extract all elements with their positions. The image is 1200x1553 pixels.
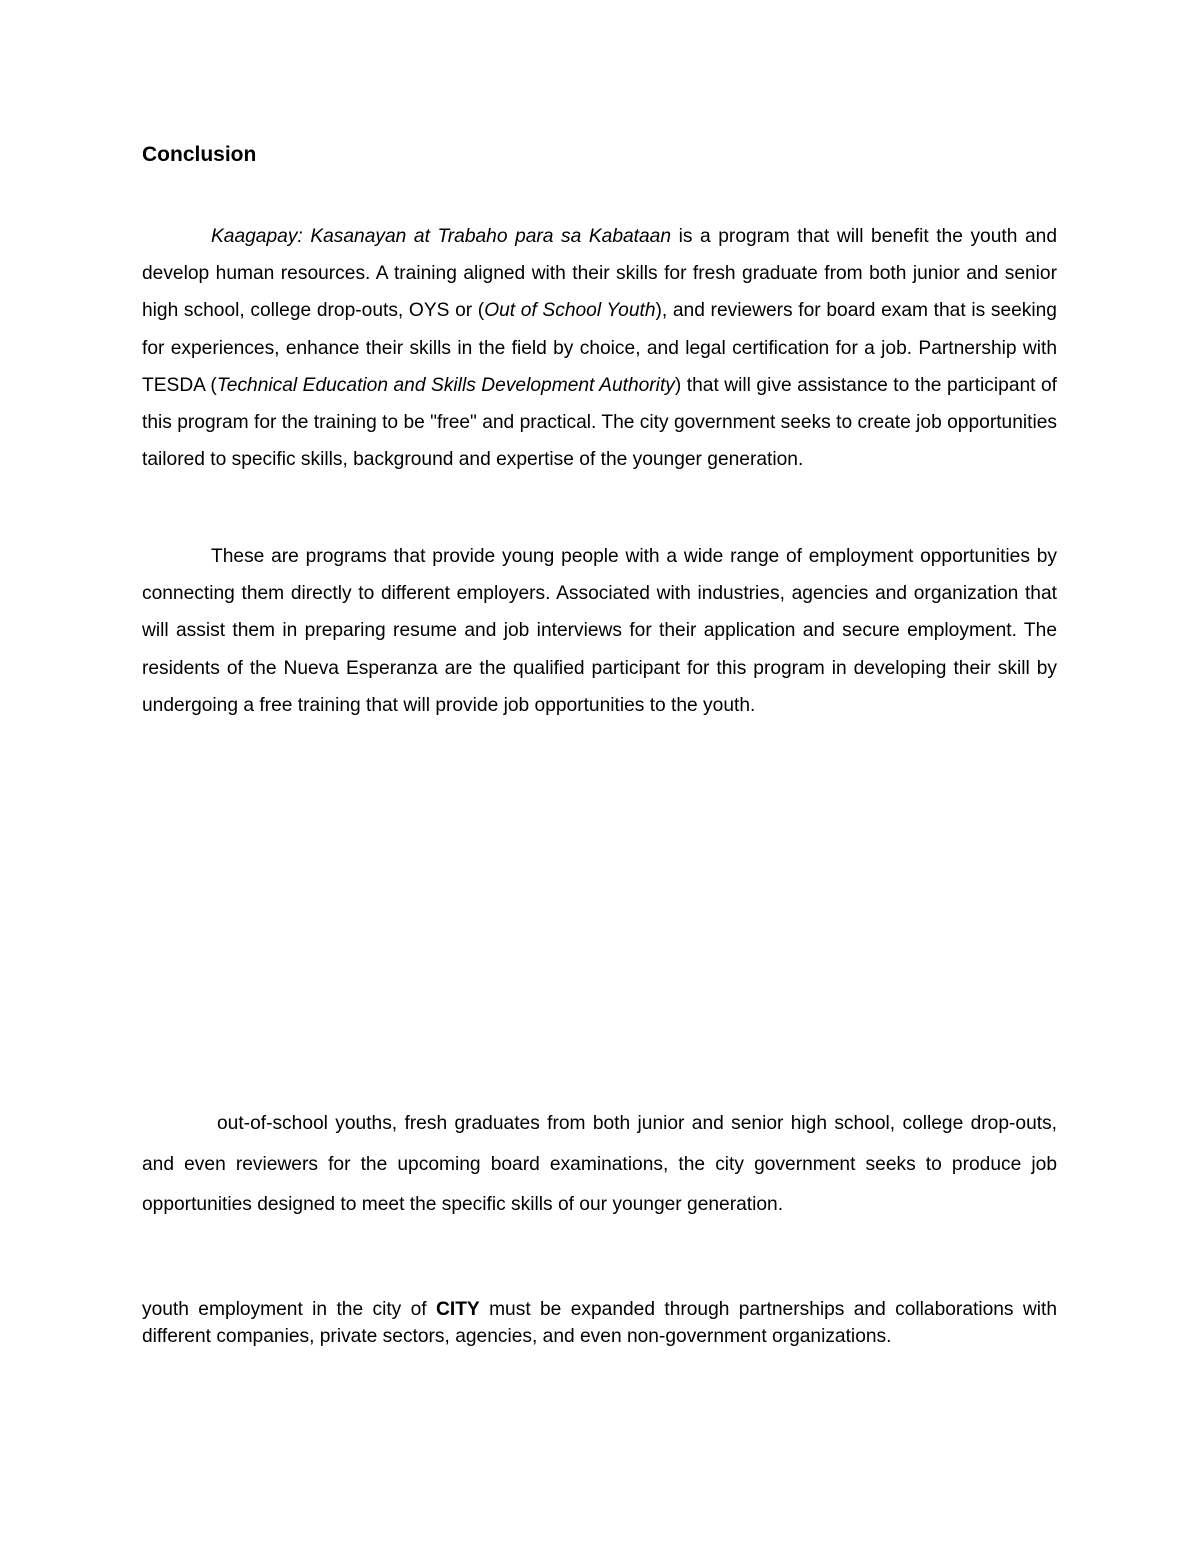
- paragraph-text: ), and reviewers for board exam that is seeking for experiences, enhance their skills in the field by choice, and legal certification for a job. Partnership with TESDA (: [142, 300, 1057, 396]
- paragraph-partnerships: [142, 1296, 1057, 1350]
- city-placeholder-bold: CITY: [436, 1299, 480, 1320]
- paragraph-text: ) that will give assistance to the participant of this program for the training to be "free" and practical. The city government seeks to create job opportunities tailored to specific skills, background and expertise of the younger generation.: [142, 374, 1057, 471]
- paragraph-text: must be expanded through partnerships and collaborations with different companies, private sectors, agencies, and even non-government organizations.: [142, 1299, 1057, 1347]
- oys-meaning-italic: Out of School Youth: [484, 300, 656, 322]
- paragraph-program-overview: [142, 218, 1057, 478]
- paragraph-target-participants: out-of-school youths, fresh graduates from both junior and senior high school, college drop-outs, and even reviewers for the upcoming board examinations, the city government seeks to produce job opportunities designed to meet the specific skills of our younger generation.: [142, 1113, 1057, 1216]
- paragraph-text: is a program that will benefit the youth and develop human resources. A training aligned with their skills for fresh graduate from both junior and senior high school, college drop-outs, OYS or (: [142, 226, 1057, 322]
- paragraph-employment-programs: These are programs that provide young people with a wide range of employment opportunities by connecting them directly to different employers. Associated with industries, agencies and organization that will assist them in preparing resume and job interviews for their application and secure employment. The residents of the Nueva Esperanza are the qualified participant for this program in developing their skill by undergoing a free training that will provide job opportunities to the youth.: [142, 546, 1057, 716]
- heading-conclusion: Conclusion: [142, 143, 257, 166]
- tesda-meaning-italic: Technical Education and Skills Development Authority: [216, 374, 675, 396]
- program-name-italic: Kaagapay: Kasanayan at Trabaho para sa Kabataan: [211, 226, 672, 247]
- paragraph-text: youth employment in the city of: [142, 1299, 436, 1320]
